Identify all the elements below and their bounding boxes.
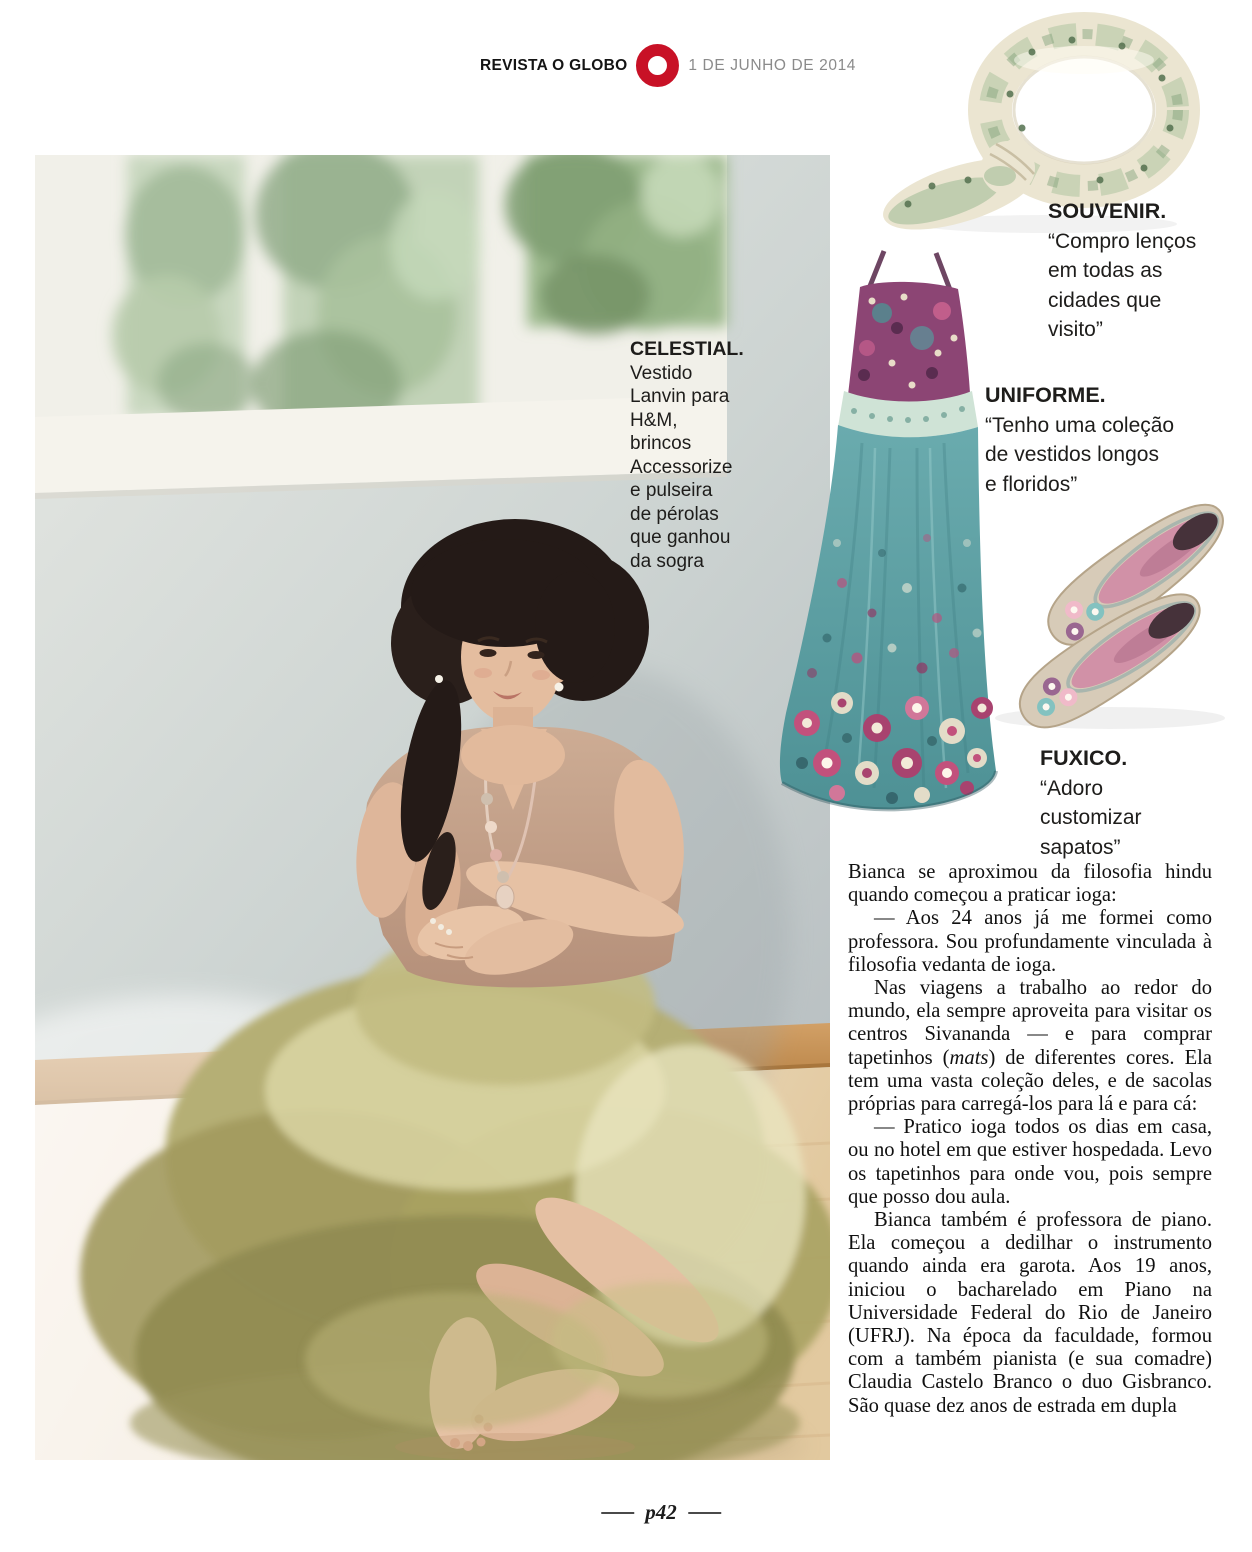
folio-rule-left [601, 1512, 634, 1514]
caption-line: “Adoro [1040, 776, 1104, 800]
caption-fuxico [1040, 744, 1240, 862]
caption-line: Lanvin para [630, 386, 730, 407]
caption-line: de pérolas [630, 503, 719, 525]
caption-line: em todas as [1048, 259, 1163, 282]
caption-line: e floridos” [985, 472, 1078, 496]
earring-right [555, 683, 564, 692]
caption-line: de vestidos longos [985, 443, 1159, 466]
article-paragraph: Bianca também é professora de piano. Ela começou a dedilhar o instrumento quando ainda era garota. Aos 19 anos, iniciou o bacharelado em Piano na Universidade Federal do Rio de Janeiro (UFRJ). Na época da faculdade, formou com a também pianista (e sua comadre) Claudia Castelo Branco o duo Gisbranco. São quase dez anos de estrada em dupla [848, 1209, 1212, 1417]
caption-line: Vestido [630, 362, 693, 384]
caption-uniforme [985, 381, 1235, 499]
magazine-title: REVISTA O GLOBO [479, 56, 628, 74]
page-folio [601, 1500, 721, 1525]
page-number: p42 [645, 1500, 677, 1524]
article-paragraph: — Aos 24 anos já me formei como professora. Sou profundamente vinculada à filosofia vedanta de ioga. [848, 907, 1212, 976]
caption-line: “Tenho uma coleção [985, 413, 1175, 437]
issue-date: 1 DE JUNHO DE 2014 [688, 56, 857, 74]
caption-title: UNIFORME. [985, 383, 1106, 407]
caption-line: customizar [1040, 806, 1142, 829]
caption-line: que ganhou [630, 527, 731, 548]
caption-line: “Compro lenços [1048, 229, 1197, 253]
caption-body [985, 411, 1235, 500]
caption-title: CELESTIAL. [630, 338, 744, 360]
caption-title: SOUVENIR. [1048, 199, 1167, 223]
caption-title: FUXICO. [1040, 746, 1128, 770]
main-photo-woman-sitting [35, 155, 830, 1460]
caption-souvenir [1048, 197, 1218, 345]
article-paragraph: Nas viagens a trabalho ao redor do mundo, ela sempre aproveita para visitar os centros Sivananda — e para comprar tapetinhos (mats) de diferentes cores. Ela tem uma vasta coleção deles, e de sacolas próprias para carregá-los para lá e para cá: [848, 977, 1212, 1116]
caption-line: brincos [630, 433, 692, 454]
caption-body [1048, 227, 1218, 345]
caption-line: sapatos” [1040, 835, 1121, 859]
caption-line: cidades que [1048, 288, 1162, 312]
caption-line: da sogra [630, 550, 704, 572]
caption-line: visito” [1048, 318, 1103, 341]
masthead [480, 44, 856, 87]
dress-photo [772, 243, 1004, 828]
earring-left [435, 675, 443, 683]
article-paragraph: — Pratico ioga todos os dias em casa, ou no hotel em que estiver hospedada. Levo os tapetinhos para onde vou, pois sempre que posso dou aula. [848, 1116, 1212, 1208]
caption-line: H&M, [630, 409, 678, 431]
oglobo-ring-logo-icon [636, 44, 679, 87]
folio-rule-right [688, 1512, 721, 1514]
article-body [848, 861, 1212, 1465]
window [35, 155, 727, 499]
caption-line: e pulseira [630, 480, 713, 501]
shoes-photo [985, 492, 1252, 737]
caption-line: Accessorize [630, 456, 733, 478]
article-paragraph: Bianca se aproximou da filosofia hindu quando começou a praticar ioga: [848, 861, 1212, 907]
caption-body [1040, 774, 1240, 863]
